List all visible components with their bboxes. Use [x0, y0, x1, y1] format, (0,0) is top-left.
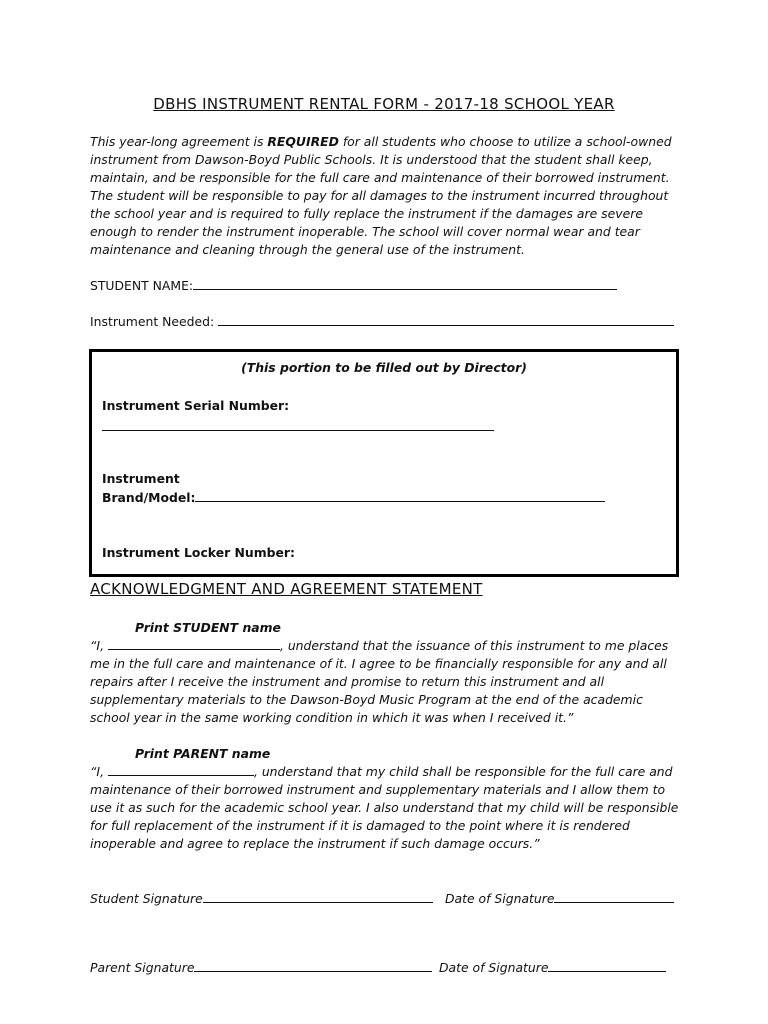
print-student-name-label: Print STUDENT name — [135, 620, 281, 635]
student-signature-row — [90, 890, 433, 906]
brand-model-label-line1: Instrument — [102, 471, 180, 486]
student-signature-label: Student Signature — [90, 891, 203, 906]
intro-required-emphasis: REQUIRED — [267, 134, 339, 149]
student-quote-open: “I, — [90, 638, 108, 653]
instrument-needed-label: Instrument Needed: — [90, 314, 215, 329]
brand-model-field[interactable] — [195, 489, 605, 502]
form-title: DBHS INSTRUMENT RENTAL FORM - 2017-18 SCHOOL YEAR — [153, 95, 615, 113]
locker-number-label: Instrument Locker Number: — [102, 545, 295, 560]
instrument-needed-row — [90, 313, 674, 329]
student-signature-field[interactable] — [203, 890, 433, 903]
parent-quote-text: , understand that my child shall be responsible for the full care and maintenance of their borrowed instrument and supplementary materials and I allow them to use it as such for the academic school year. I also understand that my child will be responsible for full replacement of the instrument if it is damaged to the point where it is rendered inoperable and agree to replace the instrument if such damage occurs.” — [90, 764, 679, 851]
print-parent-name-label: Print PARENT name — [135, 746, 271, 761]
director-section-box — [89, 349, 679, 577]
intro-text-start: This year-long agreement is — [90, 134, 268, 149]
student-name-blank[interactable] — [108, 638, 280, 650]
brand-model-row — [102, 489, 605, 505]
student-name-field[interactable] — [193, 277, 617, 290]
intro-paragraph — [90, 133, 680, 259]
student-name-label: STUDENT NAME: — [90, 278, 194, 293]
parent-name-blank[interactable] — [108, 764, 254, 776]
student-agreement-paragraph — [90, 637, 680, 727]
student-name-row — [90, 277, 617, 293]
director-section-heading: (This portion to be filled out by Director) — [241, 360, 527, 375]
parent-date-field[interactable] — [548, 959, 666, 972]
parent-date-label: Date of Signature — [439, 960, 549, 975]
brand-model-label: Brand/Model: — [102, 490, 196, 505]
parent-signature-row — [90, 959, 432, 975]
instrument-needed-field[interactable] — [218, 313, 674, 326]
student-quote-text: , understand that the issuance of this instrument to me places me in the full care and maintenance of it. I agree to be financially responsible for any and all repairs after I receive the instrument and promise to return this instrument and all supplementary materials to the Dawson-Boyd Music Program at the end of the academic school year in the same working condition in which it was when I received it.” — [90, 638, 669, 725]
parent-signature-field[interactable] — [194, 959, 432, 972]
parent-agreement-paragraph — [90, 763, 680, 853]
serial-number-field[interactable] — [102, 418, 494, 431]
parent-quote-open: “I, — [90, 764, 108, 779]
acknowledgment-title: ACKNOWLEDGMENT AND AGREEMENT STATEMENT — [90, 580, 483, 598]
student-date-label: Date of Signature — [445, 891, 555, 906]
intro-text-rest: for all students who choose to utilize a school-owned instrument from Dawson-Boyd Public Schools. It is understood that the student shall keep, maintain, and be responsible for the full care and maintenance of their borrowed instrument. The student will be responsible to pay for all damages to the instrument incurred throughout the school year and is required to fully replace the instrument if the damages are severe enough to render the instrument inoperable. The school will cover normal wear and tear maintenance and cleaning through the general use of the instrument. — [90, 134, 672, 257]
serial-number-label: Instrument Serial Number: — [102, 398, 290, 413]
student-date-field[interactable] — [554, 890, 674, 903]
parent-date-row — [439, 959, 666, 975]
student-date-row — [445, 890, 674, 906]
parent-signature-label: Parent Signature — [90, 960, 195, 975]
